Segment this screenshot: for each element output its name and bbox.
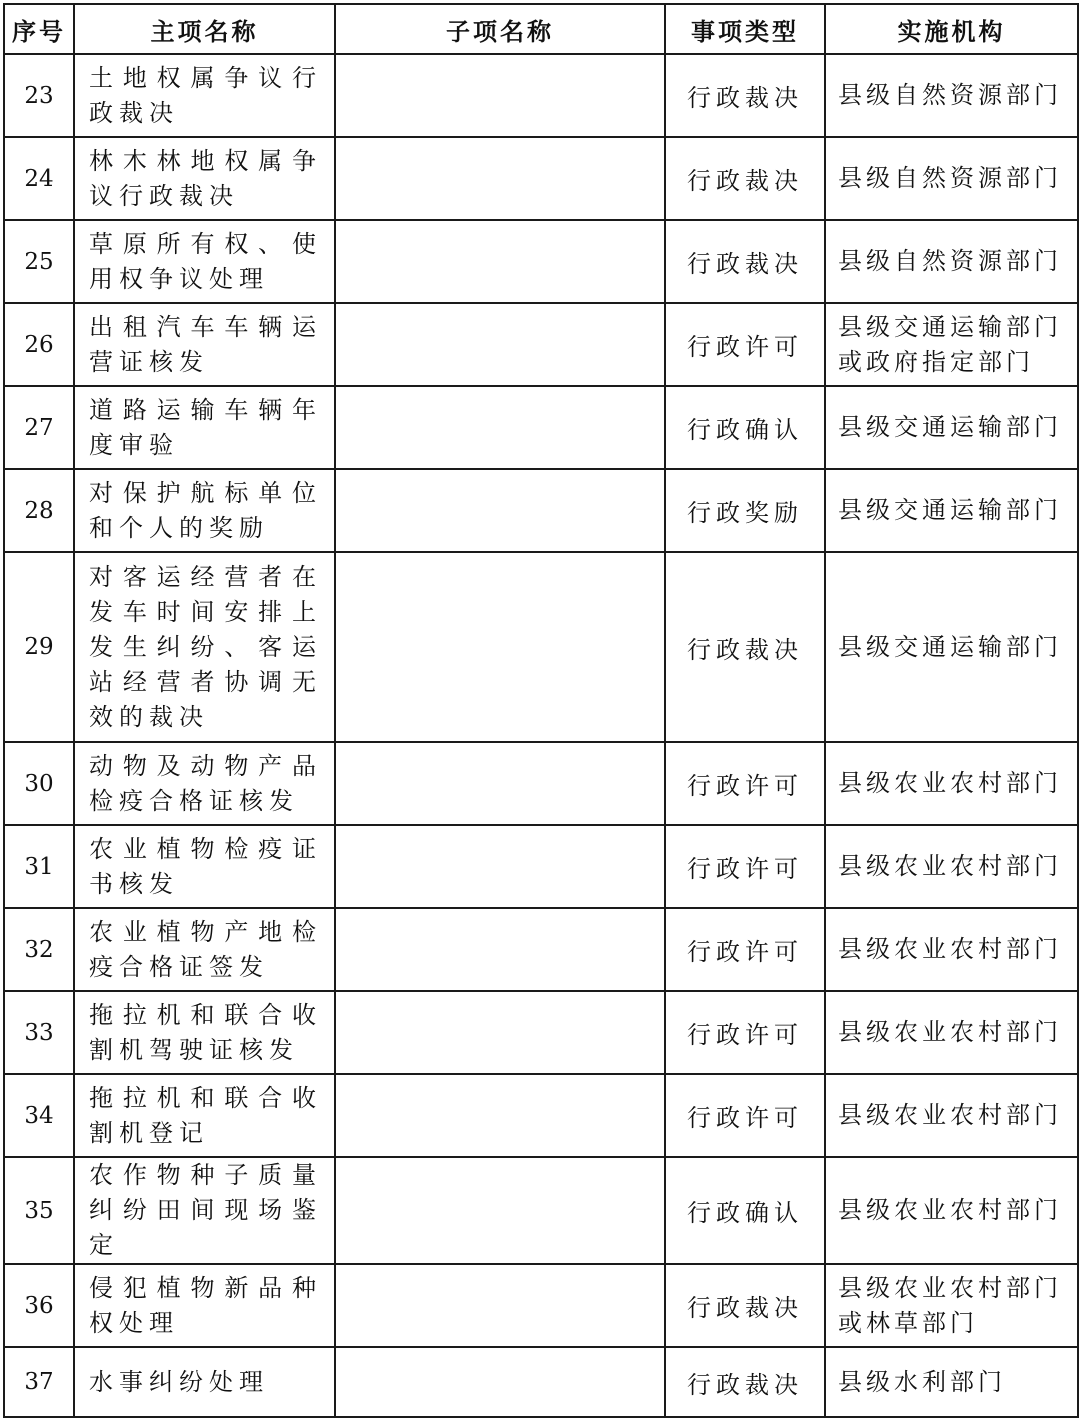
- row-item-type: 行政奖励: [665, 469, 825, 552]
- row-item-type: 行政确认: [665, 386, 825, 469]
- row-seq: 29: [4, 552, 74, 742]
- row-sub-item: [335, 1347, 665, 1417]
- table-row: [4, 552, 1078, 742]
- row-seq: 25: [4, 220, 74, 303]
- row-organization: 县级农业农村部门: [825, 825, 1078, 908]
- row-organization: 县级交通运输部门: [825, 552, 1078, 742]
- row-sub-item: [335, 991, 665, 1074]
- row-seq: 30: [4, 742, 74, 825]
- row-main-item: 拖拉机和联合收割机登记: [74, 1074, 335, 1157]
- row-main-item: 侵犯植物新品种权处理: [74, 1264, 335, 1347]
- row-item-type: 行政裁决: [665, 220, 825, 303]
- row-organization: 县级自然资源部门: [825, 54, 1078, 137]
- table-row: [4, 825, 1078, 908]
- row-item-type: 行政裁决: [665, 552, 825, 742]
- row-seq: 24: [4, 137, 74, 220]
- row-sub-item: [335, 1074, 665, 1157]
- row-item-type: 行政裁决: [665, 137, 825, 220]
- table-row: [4, 1264, 1078, 1347]
- row-main-item: 农业植物检疫证书核发: [74, 825, 335, 908]
- row-seq: 36: [4, 1264, 74, 1347]
- row-seq: 35: [4, 1157, 74, 1264]
- table-row: [4, 1157, 1078, 1264]
- row-seq: 32: [4, 908, 74, 991]
- row-sub-item: [335, 825, 665, 908]
- header-seq: 序号: [4, 4, 74, 54]
- row-organization: 县级农业农村部门: [825, 991, 1078, 1074]
- row-seq: 27: [4, 386, 74, 469]
- row-organization: 县级农业农村部门: [825, 908, 1078, 991]
- table-row: [4, 908, 1078, 991]
- header-item-type: 事项类型: [665, 4, 825, 54]
- row-organization: 县级农业农村部门: [825, 1157, 1078, 1264]
- table-row: [4, 220, 1078, 303]
- row-organization: 县级农业农村部门: [825, 742, 1078, 825]
- header-sub-item: 子项名称: [335, 4, 665, 54]
- header-main-item: 主项名称: [74, 4, 335, 54]
- table-row: [4, 469, 1078, 552]
- row-main-item: 动物及动物产品检疫合格证核发: [74, 742, 335, 825]
- row-item-type: 行政许可: [665, 1074, 825, 1157]
- row-seq: 23: [4, 54, 74, 137]
- row-main-item: 农业植物产地检疫合格证签发: [74, 908, 335, 991]
- row-item-type: 行政许可: [665, 303, 825, 386]
- row-sub-item: [335, 742, 665, 825]
- row-sub-item: [335, 469, 665, 552]
- row-item-type: 行政裁决: [665, 1347, 825, 1417]
- row-main-item: 农作物种子质量纠纷田间现场鉴定: [74, 1157, 335, 1264]
- row-organization: 县级自然资源部门: [825, 220, 1078, 303]
- header-organization: 实施机构: [825, 4, 1078, 54]
- row-organization: 县级自然资源部门: [825, 137, 1078, 220]
- row-organization: 县级农业农村部门或林草部门: [825, 1264, 1078, 1347]
- row-main-item: 道路运输车辆年度审验: [74, 386, 335, 469]
- row-sub-item: [335, 386, 665, 469]
- row-main-item: 对保护航标单位和个人的奖励: [74, 469, 335, 552]
- row-main-item: 草原所有权、使用权争议处理: [74, 220, 335, 303]
- row-organization: 县级农业农村部门: [825, 1074, 1078, 1157]
- row-item-type: 行政确认: [665, 1157, 825, 1264]
- table-row: [4, 1074, 1078, 1157]
- table-row: [4, 1347, 1078, 1417]
- table-row: [4, 742, 1078, 825]
- row-seq: 26: [4, 303, 74, 386]
- row-main-item: 水事纠纷处理: [74, 1347, 335, 1417]
- row-organization: 县级交通运输部门: [825, 386, 1078, 469]
- row-main-item: 拖拉机和联合收割机驾驶证核发: [74, 991, 335, 1074]
- row-item-type: 行政裁决: [665, 54, 825, 137]
- table-header-row: [4, 4, 1078, 54]
- row-main-item: 土地权属争议行政裁决: [74, 54, 335, 137]
- row-seq: 37: [4, 1347, 74, 1417]
- row-sub-item: [335, 1264, 665, 1347]
- row-item-type: 行政裁决: [665, 1264, 825, 1347]
- row-main-item: 林木林地权属争议行政裁决: [74, 137, 335, 220]
- row-sub-item: [335, 1157, 665, 1264]
- row-sub-item: [335, 908, 665, 991]
- items-table: [3, 3, 1079, 1418]
- table-row: [4, 54, 1078, 137]
- row-sub-item: [335, 137, 665, 220]
- row-sub-item: [335, 552, 665, 742]
- row-seq: 34: [4, 1074, 74, 1157]
- row-item-type: 行政许可: [665, 991, 825, 1074]
- row-seq: 28: [4, 469, 74, 552]
- row-item-type: 行政许可: [665, 742, 825, 825]
- row-sub-item: [335, 303, 665, 386]
- table-row: [4, 991, 1078, 1074]
- table-row: [4, 303, 1078, 386]
- table-row: [4, 386, 1078, 469]
- row-organization: 县级水利部门: [825, 1347, 1078, 1417]
- row-organization: 县级交通运输部门或政府指定部门: [825, 303, 1078, 386]
- row-seq: 33: [4, 991, 74, 1074]
- row-item-type: 行政许可: [665, 825, 825, 908]
- row-sub-item: [335, 220, 665, 303]
- row-seq: 31: [4, 825, 74, 908]
- row-sub-item: [335, 54, 665, 137]
- row-main-item: 出租汽车车辆运营证核发: [74, 303, 335, 386]
- table-row: [4, 137, 1078, 220]
- row-main-item: 对客运经营者在发车时间安排上发生纠纷、客运站经营者协调无效的裁决: [74, 552, 335, 742]
- row-item-type: 行政许可: [665, 908, 825, 991]
- row-organization: 县级交通运输部门: [825, 469, 1078, 552]
